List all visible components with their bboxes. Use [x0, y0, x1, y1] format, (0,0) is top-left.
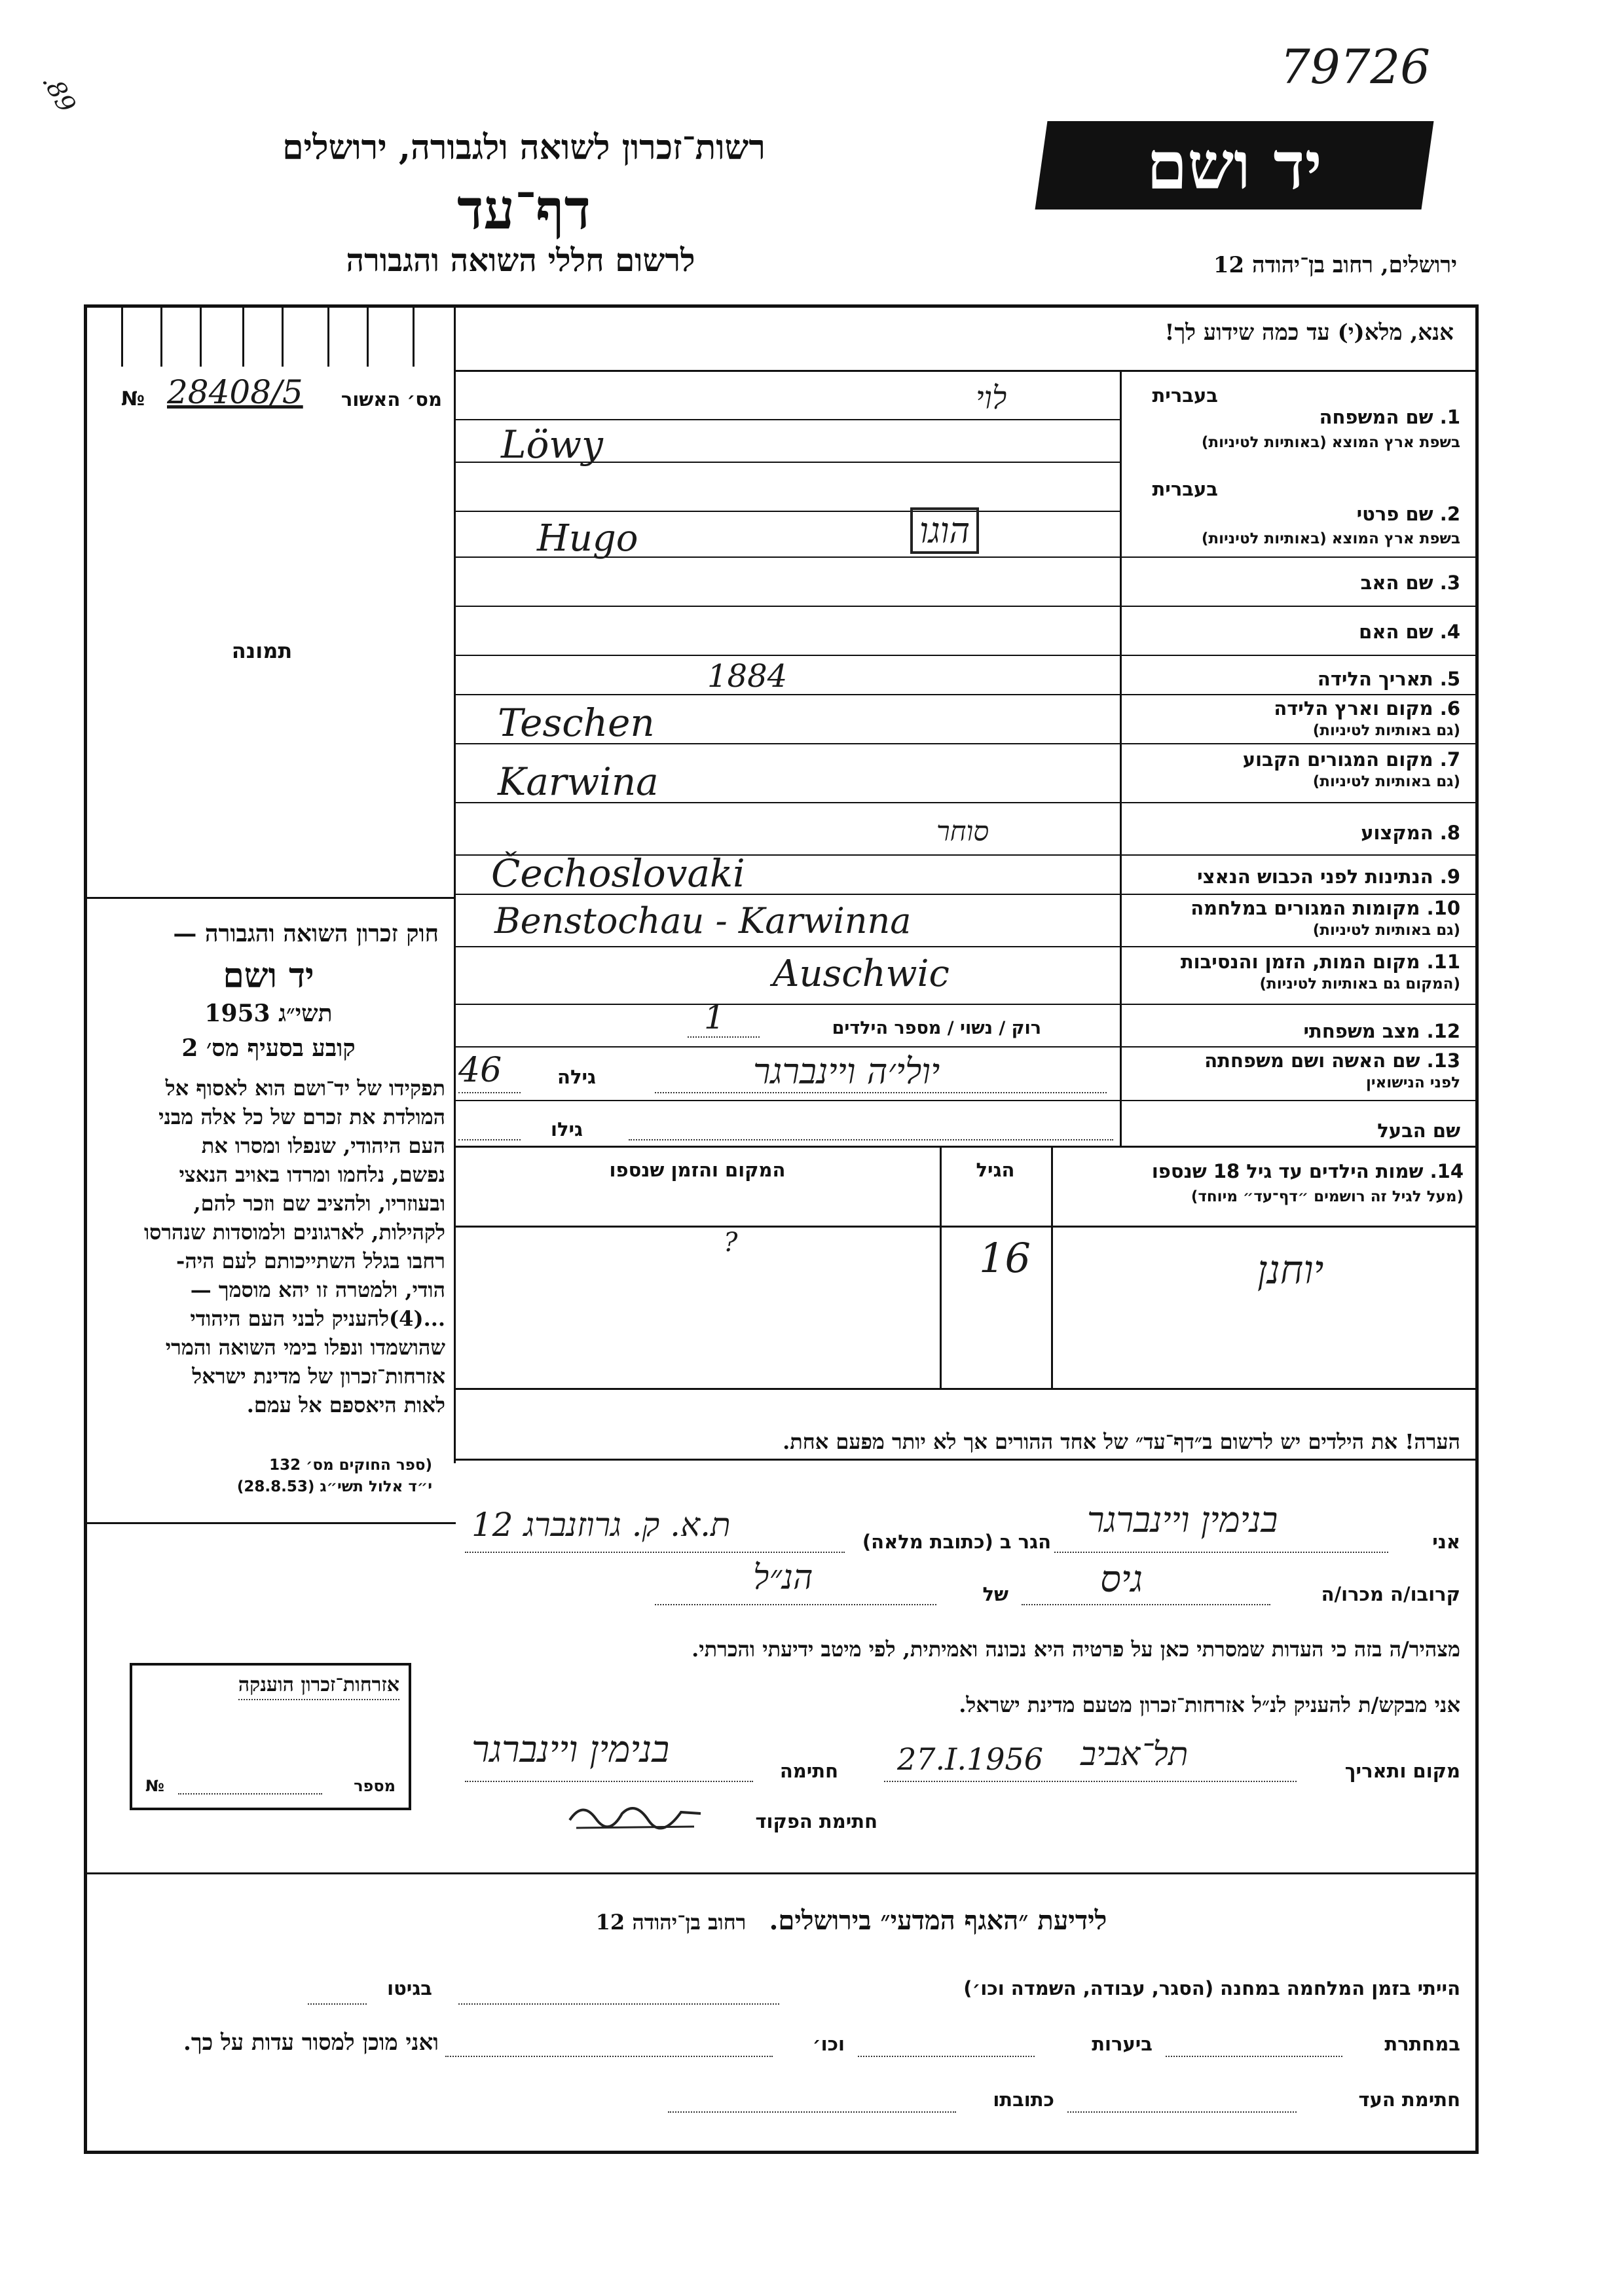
field-10-label: 10. מקומות המגורים במלחמה	[1190, 897, 1460, 919]
children-col-place: המקום והזמן שנספו	[609, 1159, 786, 1181]
footer-title: לידיעת ״האגף המדעי״ בירושלים.	[769, 1905, 1107, 1936]
field-9-label: 9. הנתינות לפני הכבוש הנאצי	[1197, 866, 1460, 888]
decl-place-date-label: מקום ותאריך	[1344, 1760, 1460, 1782]
footer-willing: ואני מוכן למסור עדות על כך.	[183, 2030, 439, 2056]
approval-number-value: 28408/5	[167, 373, 303, 411]
field-1-sublabel: בשפת ארץ המוצא (באותיות לטיניות)	[1201, 434, 1460, 451]
law-line: לאות היאספם אל עמם.	[246, 1393, 445, 1417]
marital-value[interactable]: 1	[704, 998, 725, 1036]
approval-no-prefix: №	[121, 388, 145, 410]
field-1-label: 1. שם המשפחה	[1319, 406, 1460, 428]
logo-text: יד ושם	[1147, 126, 1322, 204]
footer-ghetto: בגיטו	[387, 1977, 432, 1999]
field-10-sublabel: (גם באותיות לטיניות)	[1312, 922, 1460, 939]
field-6-label: 6. מקום וארץ הלידה	[1274, 697, 1460, 720]
field-2-sublabel: בשפת ארץ המוצא (באותיות לטיניות)	[1201, 530, 1460, 547]
field-11-sublabel: (המקום גם באותיות לטיניות)	[1259, 975, 1460, 993]
surname-hebrew-value[interactable]: לוי	[976, 380, 1007, 416]
decl-place-value[interactable]: תל־אביב	[1080, 1735, 1189, 1773]
field-4-label: 4. שם האם	[1359, 621, 1460, 643]
law-line: תפקידו של יד־ושם הוא לאסוף אל	[165, 1076, 445, 1101]
marital-options: רוק / נשוי / מספר הילדים	[832, 1018, 1041, 1038]
decl-request: אני מבקש/ת להעניק לנ״ל אזרחות־זכרון מטעם מדינת ישראל.	[959, 1692, 1460, 1717]
decl-relation-value[interactable]: גיס	[1100, 1558, 1143, 1601]
field-1-hebrew-tag: בעברית	[1152, 384, 1218, 407]
law-line: ...(4)להעניק לבני העם היהודי	[190, 1306, 445, 1331]
footer-forests: ביערות	[1092, 2033, 1153, 2055]
photo-label: תמונה	[231, 638, 293, 663]
birth-date-value[interactable]: 1884	[707, 658, 788, 695]
form-title: דף־עד	[456, 177, 591, 242]
instruction: אנא, מלא(י) עד כמה שידוע לך!	[1164, 319, 1454, 346]
field-12-label: 12. מצב משפחתי	[1303, 1020, 1460, 1042]
law-line: הודי, ולמטרה זו יהא מוסמך —	[190, 1277, 445, 1302]
wife-age-label: גילה	[557, 1066, 596, 1088]
footer-title-row	[458, 1905, 1244, 1936]
decl-official-label: חתימת הפקוד	[755, 1810, 877, 1832]
yad-vashem-logo	[1035, 121, 1434, 210]
field-7-sublabel: (גם באותיות לטיניות)	[1312, 773, 1460, 790]
first-name-hebrew-value[interactable]: הוגו	[910, 507, 979, 554]
law-year: 1953	[204, 1000, 270, 1027]
residence-value[interactable]: Karwina	[498, 759, 659, 804]
law-source-1: (ספר החוקים מס׳ 132	[269, 1457, 432, 1474]
field-7-label: 7. מקום המגורים הקבוע	[1242, 748, 1460, 771]
field-11-label: 11. מקום המות, הזמן והנסיבות	[1180, 951, 1460, 973]
child-age-value[interactable]: 16	[979, 1234, 1031, 1282]
wife-age-value[interactable]: 46	[458, 1051, 502, 1090]
footer-address: רחוב בן־יהודה 12	[595, 1910, 747, 1935]
decl-date-value[interactable]: 27.I.1956	[897, 1741, 1044, 1777]
decl-address-value[interactable]: ת.א. ק. גרוזנברג 12	[471, 1506, 731, 1544]
law-year-row	[98, 1000, 439, 1027]
field-13-label: 13. שם האשה ושם משפחתה	[1204, 1049, 1460, 1072]
footer-line1: הייתי בזמן המלחמה במחנה (הסגר, עבודה, השמדה וכו׳)	[963, 1977, 1460, 1999]
decl-i-value[interactable]: בנימין ויינברגר	[1087, 1499, 1278, 1540]
citizenship-title: אזרחות־זכרון הוענקה	[238, 1673, 399, 1700]
child-name-value[interactable]: יוחנן	[1257, 1247, 1324, 1293]
law-body	[95, 1074, 445, 1419]
footer-address-label: כתובתו	[993, 2088, 1054, 2111]
official-signature	[563, 1794, 707, 1833]
children-header-sub: (מעל לגיל זה רושמים ״דף־עד״ מיוחד)	[1190, 1188, 1464, 1205]
decl-statement: מצהיר/ה בזה כי העדות שמסרתי כאן על פרטיה היא נכונה ואמיתית, לפי מיטב ידיעתי והכרתי.	[692, 1637, 1460, 1662]
footer-witness-signature-label: חתימת העד	[1358, 2088, 1460, 2111]
field-3-label: 3. שם האב	[1360, 572, 1460, 594]
decl-i-label: אני	[1432, 1531, 1460, 1553]
law-line: נפשם, נלחמו ומרדו באויב הנאצי	[179, 1162, 445, 1187]
children-note: הערה! את הילדים יש לרשום ב״דף־עד״ של אחד ההורים אך לא יותר מפעם אחת.	[783, 1429, 1460, 1454]
law-line: העם היהודי, שנפלו ומסרו את	[201, 1133, 445, 1158]
first-name-latin-value[interactable]: Hugo	[537, 517, 638, 560]
approval-label: מס׳ האשור	[341, 388, 442, 410]
law-title: חוק זכרון השואה והגבורה —	[173, 920, 439, 947]
law-line: רחבו בגלל השתייכותם לעם היה-	[176, 1248, 445, 1273]
field-2-label: 2. שם פרטי	[1356, 503, 1460, 525]
child-place-value[interactable]: ?	[724, 1228, 738, 1258]
header-address: ירושלים, רחוב בן־יהודה 12	[1213, 252, 1457, 278]
footer-etc: וכו׳	[812, 2033, 845, 2055]
decl-of-value[interactable]: הנ״ל	[753, 1558, 813, 1597]
children-header: 14. שמות הילדים עד גיל 18 שנספו	[1151, 1160, 1464, 1182]
archive-number: 79726	[1280, 39, 1431, 94]
field-2-hebrew-tag: בעברית	[1152, 478, 1218, 500]
decl-signature-label: חתימה	[779, 1760, 838, 1782]
wife-name-value[interactable]: יולי׳ה ויינברגר	[753, 1051, 940, 1092]
child-row	[455, 1228, 1477, 1388]
institution-name: רשות־זכרון לשואה ולגבורה, ירושלים	[282, 128, 766, 168]
citizenship-no-prefix: №	[145, 1777, 164, 1795]
law-name: יד ושם	[223, 956, 314, 996]
footer-underground: במחתרת	[1384, 2033, 1460, 2055]
field-6-sublabel: (גם באותיות לטיניות)	[1312, 722, 1460, 739]
decl-relation-label: קרובו/ה מכרו/ה	[1321, 1583, 1460, 1605]
husband-label: שם הבעל	[1377, 1120, 1460, 1142]
surname-latin-value[interactable]: Löwy	[501, 422, 603, 467]
law-year-heb: תשי״ג	[278, 1000, 333, 1027]
husband-age-label: גילו	[551, 1118, 583, 1140]
form-subtitle: לרשום חללי השואה והגבורה	[346, 242, 695, 279]
children-col-age: הגיל	[976, 1159, 1015, 1181]
official-signature-scribble	[563, 1794, 707, 1833]
decl-signature: בנימין ויינברגר	[471, 1728, 670, 1771]
decl-resides-label: הגר ב (כתובת מלאה)	[862, 1531, 1051, 1553]
profession-value[interactable]: סוחר	[936, 815, 989, 847]
law-line: אזרחות־זכרון של מדינת ישראל	[192, 1364, 445, 1389]
decl-of-label: של	[982, 1583, 1008, 1605]
nationality-value[interactable]: Čechoslovaki	[491, 851, 745, 896]
field-8-label: 8. המקצוע	[1361, 822, 1460, 844]
citizenship-box	[130, 1663, 411, 1810]
corner-mark: .89	[37, 68, 82, 118]
law-source-2: י״ד אלול תשי״ג (28.8.53)	[236, 1478, 432, 1495]
wartime-residence-value[interactable]: Benstochau - Karwinna	[494, 900, 912, 941]
birth-place-value[interactable]: Teschen	[498, 701, 655, 745]
law-line: המולדת את זכרם של כל אלה מבני	[158, 1104, 445, 1129]
law-section: קובע בסעיף מס׳ 2	[181, 1034, 356, 1062]
field-5-label: 5. תאריך הלידה	[1317, 668, 1460, 690]
law-line: ובעוזריו, ולהציב שם וזכר להם,	[193, 1191, 445, 1216]
field-13-sublabel: לפני הנישואין	[1366, 1074, 1460, 1091]
law-line: לקהילות, לארגונים ולמוסדות שנהרסו	[143, 1220, 445, 1245]
law-line: שהושמדו ונפלו בימי השואה והמרי	[165, 1335, 445, 1360]
citizenship-number-label: מספר	[354, 1777, 396, 1795]
death-place-value[interactable]: Auschwic	[773, 953, 950, 995]
